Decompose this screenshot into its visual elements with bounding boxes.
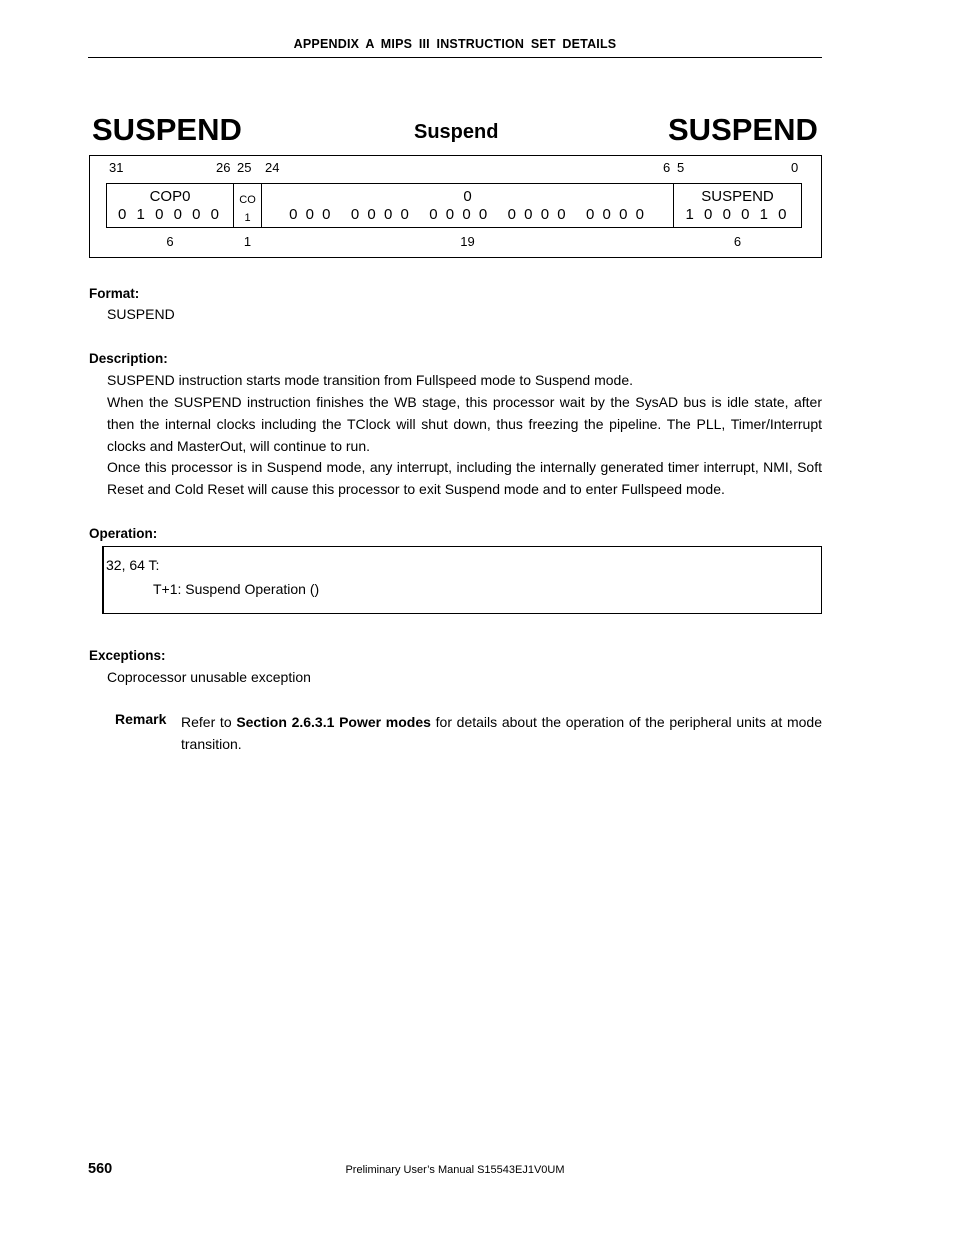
bit-6: 6 xyxy=(663,160,671,175)
width-zero: 19 xyxy=(460,234,475,249)
field-suspend-name: SUSPEND xyxy=(701,188,774,205)
remark-prefix: Refer to xyxy=(181,714,237,730)
field-zero-value: 0 0 0 0 0 0 0 0 0 0 0 0 0 0 0 0 0 0 0 xyxy=(289,206,646,223)
page-number: 560 xyxy=(88,1161,113,1177)
mnemonic-right: SUSPEND xyxy=(668,112,818,147)
operation-line-1: 32, 64 T: xyxy=(106,557,160,573)
field-suspend xyxy=(673,183,802,228)
width-co: 1 xyxy=(243,234,252,249)
field-zero xyxy=(261,183,674,228)
bit-0: 0 xyxy=(791,160,799,175)
page-header: APPENDIX A MIPS III INSTRUCTION SET DETAILS xyxy=(293,37,617,51)
bit-5: 5 xyxy=(677,160,685,175)
field-cop0 xyxy=(106,183,234,228)
operation-title: Operation: xyxy=(89,526,158,541)
bit-24: 24 xyxy=(265,160,280,175)
field-co xyxy=(233,183,262,228)
remark-text xyxy=(181,711,822,755)
field-co-name: CO xyxy=(239,194,256,206)
format-title: Format: xyxy=(89,286,140,301)
exceptions-title: Exceptions: xyxy=(89,648,166,663)
bit-26: 26 xyxy=(216,160,231,175)
width-cop0: 6 xyxy=(166,234,174,249)
field-co-value: 1 xyxy=(244,212,251,224)
footer-manual: Preliminary User’s Manual S15543EJ1V0UM xyxy=(345,1164,565,1176)
remark-section-ref: Section 2.6.3.1 Power modes xyxy=(236,714,431,730)
field-cop0-name: COP0 xyxy=(149,188,191,205)
header-rule xyxy=(88,57,822,58)
instruction-name: Suspend xyxy=(414,121,499,143)
remark-suffix: for details about the operation of the peripheral units at mode transition. xyxy=(181,714,822,752)
width-suspend: 6 xyxy=(733,234,742,249)
field-zero-name: 0 xyxy=(463,188,472,205)
operation-line-2: T+1: Suspend Operation () xyxy=(153,581,320,597)
description-para-2: When the SUSPEND instruction finishes the WB stage, this processor wait by the SysAD bus is idle state, after then the internal clocks including the TClock will shut down, thus freezing the pipeline. The PLL, Timer/Interrupt clocks and MasterOut, will continue to run. xyxy=(107,394,822,454)
description-title: Description: xyxy=(89,351,168,366)
remark-label: Remark xyxy=(115,711,167,727)
field-suspend-value: 1 0 0 0 1 0 xyxy=(685,206,790,223)
field-cop0-value: 0 1 0 0 0 0 xyxy=(118,206,222,223)
bit-31: 31 xyxy=(109,160,124,175)
exceptions-text: Coprocessor unusable exception xyxy=(107,669,311,685)
mnemonic-left: SUSPEND xyxy=(92,112,242,147)
bit-25: 25 xyxy=(237,160,252,175)
operation-box xyxy=(102,546,822,614)
description-para-3: Once this processor is in Suspend mode, any interrupt, including the internally generated timer interrupt, NMI, Soft Reset and Cold Reset will cause this processor to exit Suspend mode and to enter Fullspeed mode. xyxy=(107,459,822,497)
description-para-1: SUSPEND instruction starts mode transition from Fullspeed mode to Suspend mode. xyxy=(107,372,634,388)
format-text: SUSPEND xyxy=(107,306,175,322)
